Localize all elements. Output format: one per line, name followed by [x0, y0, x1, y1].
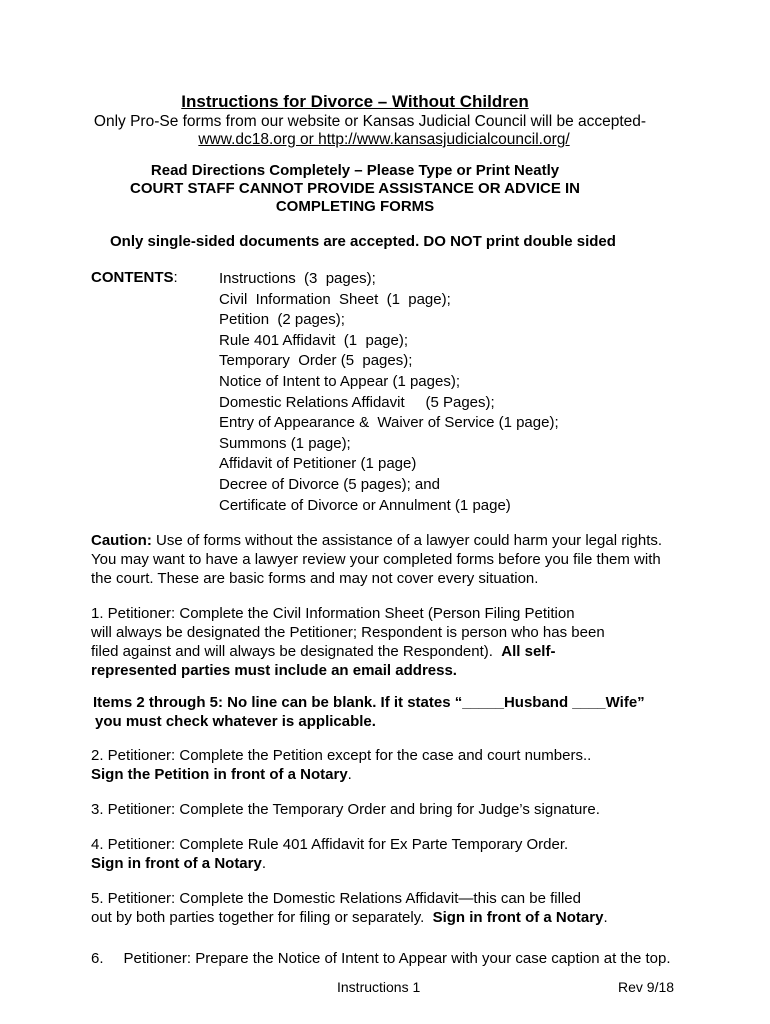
- step-5: 5. Petitioner: Complete the Domestic Relations Affidavit—this can be filled out by both parties together for filing or separately. Sign in front of a Notary.: [91, 890, 608, 926]
- items-note-line-2: you must check whatever is applicable.: [95, 713, 376, 730]
- contents-label: CONTENTS: [91, 269, 174, 286]
- step-6-number: 6.: [91, 950, 104, 967]
- step-2: 2. Petitioner: Complete the Petition except for the case and court numbers.. Sign the Petition in front of a Notary.: [91, 747, 592, 783]
- items-note: [93, 693, 645, 731]
- footer-revision: Rev 9/18: [618, 979, 675, 995]
- directions-line-2: COURT STAFF CANNOT PROVIDE ASSISTANCE OR ADVICE IN: [129, 180, 580, 197]
- contents-item: Entry of Appearance & Waiver of Service (1 page);: [219, 414, 559, 432]
- contents-item: Petition (2 pages);: [219, 311, 345, 329]
- single-sided-notice: Only single-sided documents are accepted. DO NOT print double sided: [110, 233, 616, 250]
- contents-item: Summons (1 page);: [219, 434, 351, 452]
- contents-heading: [91, 269, 178, 286]
- website-links[interactable]: www.dc18.org or http://www.kansasjudicialcouncil.org/: [198, 131, 570, 148]
- contents-colon: :: [173, 269, 178, 286]
- step-5-line-2: out by both parties together for filing or separately.: [91, 909, 425, 926]
- caution-text-2: You may want to have a lawyer review your completed forms before you file them with: [91, 551, 661, 568]
- step-1-email-note: All self-: [501, 643, 556, 660]
- step-4-line-1: 4. Petitioner: Complete Rule 401 Affidavit for Ex Parte Temporary Order.: [91, 836, 569, 853]
- subtitle-line-1: Only Pro-Se forms from our website or Kansas Judicial Council will be accepted-: [93, 113, 647, 130]
- step-5-notary: Sign in front of a Notary: [432, 909, 604, 926]
- step-3-line-1: 3. Petitioner: Complete the Temporary Order and bring for Judge’s signature.: [91, 801, 600, 818]
- step-2-line-1: 2. Petitioner: Complete the Petition except for the case and court numbers..: [91, 747, 592, 764]
- contents-item: Civil Information Sheet (1 page);: [219, 290, 451, 308]
- step-1-line-1: 1. Petitioner: Complete the Civil Information Sheet (Person Filing Petition: [91, 605, 575, 622]
- contents-item: Domestic Relations Affidavit (5 Pages);: [219, 393, 495, 411]
- caution-text-1: Use of forms without the assistance of a lawyer could harm your legal rights.: [151, 532, 663, 549]
- step-2-notary: Sign the Petition in front of a Notary: [91, 766, 348, 783]
- step-1-line-2: will always be designated the Petitioner; Respondent is person who has been: [91, 624, 605, 641]
- directions-line-1: Read Directions Completely – Please Type or Print Neatly: [150, 162, 560, 179]
- caution-paragraph: [91, 531, 662, 588]
- step-1: [91, 604, 605, 680]
- contents-item: Decree of Divorce (5 pages); and: [219, 475, 440, 493]
- contents-list: [219, 269, 559, 516]
- contents-item: Certificate of Divorce or Annulment (1 page): [219, 496, 511, 514]
- step-4: 4. Petitioner: Complete Rule 401 Affidavit for Ex Parte Temporary Order. Sign in front of a Notary.: [91, 836, 569, 872]
- contents-item: Notice of Intent to Appear (1 pages);: [219, 372, 460, 390]
- caution-label: Caution:: [91, 532, 152, 549]
- step-1-email-note-2: represented parties must include an email address.: [91, 662, 457, 679]
- footer-page-label: Instructions 1: [337, 979, 421, 995]
- step-6-text: Petitioner: Prepare the Notice of Intent to Appear with your case caption at the top.: [123, 950, 671, 967]
- contents-item: Affidavit of Petitioner (1 page): [219, 455, 417, 473]
- step-1-line-3: filed against and will always be designated the Respondent).: [91, 643, 493, 660]
- step-4-notary: Sign in front of a Notary: [91, 855, 262, 872]
- contents-item: Rule 401 Affidavit (1 page);: [219, 331, 409, 349]
- step-5-line-1: 5. Petitioner: Complete the Domestic Relations Affidavit—this can be filled: [91, 890, 581, 907]
- step-6: [91, 949, 671, 968]
- directions-line-3: COMPLETING FORMS: [275, 198, 435, 215]
- page-title: Instructions for Divorce – Without Children: [181, 92, 529, 111]
- step-3: [91, 800, 600, 819]
- contents-item: Instructions (3 pages);: [219, 270, 376, 287]
- items-note-line-1: Items 2 through 5: No line can be blank. If it states “_____Husband ____Wife”: [93, 694, 645, 711]
- contents-item: Temporary Order (5 pages);: [219, 352, 413, 370]
- caution-text-3: the court. These are basic forms and may not cover every situation.: [91, 570, 539, 587]
